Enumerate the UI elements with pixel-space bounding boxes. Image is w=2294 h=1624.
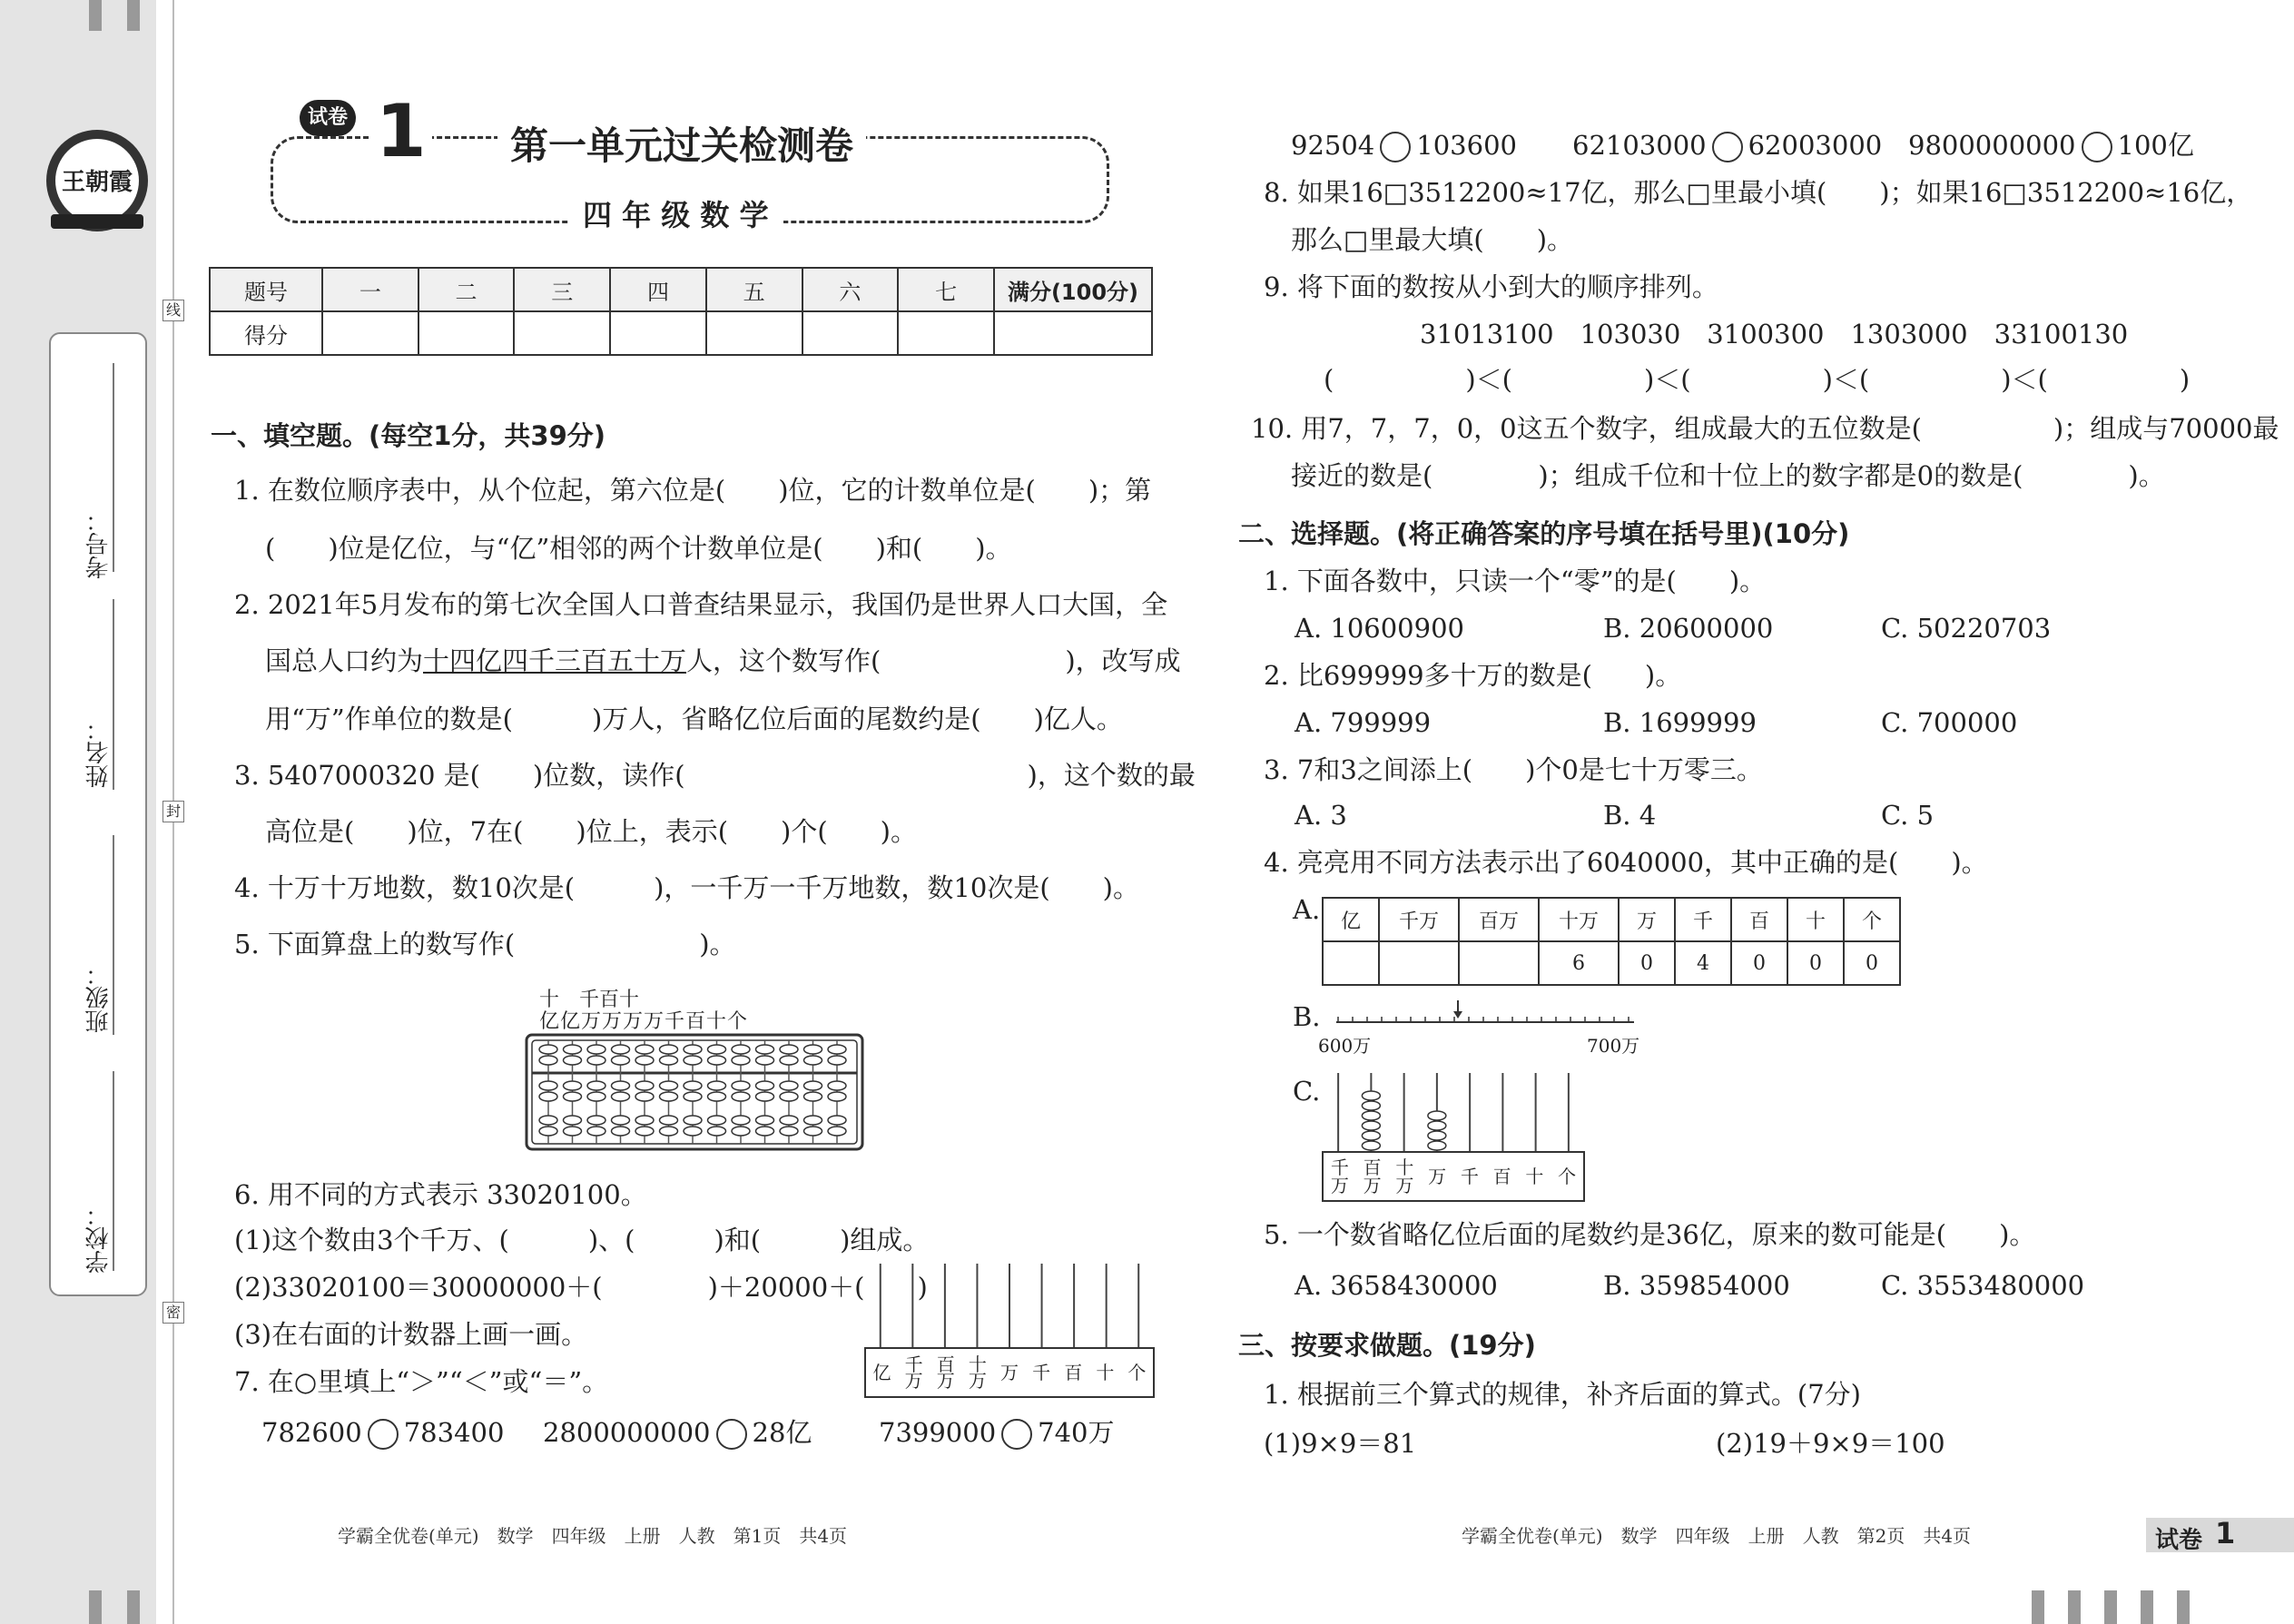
abacus-bead [587, 1045, 605, 1054]
student-info-card [49, 332, 147, 1296]
choice-5: 5. 一个数省略亿位后面的尾数约是36亿，原来的数可能是( )。 [1264, 1219, 2036, 1250]
counter-label: 十 [1096, 1362, 1115, 1383]
abacus-bead [756, 1116, 774, 1125]
pv-head: 百 [1731, 898, 1787, 941]
counter-label: 十万 [968, 1353, 987, 1392]
pv-value: 0 [1731, 941, 1787, 985]
abacus-bead [539, 1045, 557, 1054]
score-cell[interactable] [418, 311, 515, 355]
question-6-1: (1)这个数由3个千万、( )、( )和( )组成。 [234, 1225, 930, 1255]
score-cell[interactable] [802, 311, 899, 355]
score-header-cell: 七 [898, 268, 994, 311]
number-line [1334, 999, 1643, 1026]
abacus-bead [684, 1056, 702, 1065]
abacus-bead [732, 1045, 750, 1054]
score-header-cell: 题号 [210, 268, 322, 311]
abacus-bead [612, 1092, 630, 1101]
abacus-bead [684, 1127, 702, 1136]
counter-c-label-row [1322, 1151, 1585, 1202]
score-header-cell: 二 [418, 268, 515, 311]
abacus-bead [708, 1092, 726, 1101]
counter-c-bead [1362, 1101, 1380, 1110]
r-cmp-1-a: 92504 [1291, 130, 1375, 161]
choice-2: 2. 比699999多十万的数是( )。 [1264, 660, 1682, 691]
abacus-bead [612, 1081, 630, 1090]
abacus-bead [564, 1056, 582, 1065]
counter-c-label: 个 [1558, 1166, 1577, 1187]
place-value-table [1322, 897, 1901, 986]
score-cell[interactable] [898, 311, 994, 355]
q7-compare-1 [261, 1416, 504, 1450]
abacus-bead [732, 1056, 750, 1065]
class-line[interactable] [113, 835, 114, 1035]
abacus-bead [564, 1092, 582, 1101]
score-cell[interactable] [706, 311, 802, 355]
abacus-bead [756, 1045, 774, 1054]
question-4: 4. 十万十万地数，数10次是( )，一千万一千万地数，数10次是( )。 [234, 872, 1139, 903]
abacus-bead [612, 1056, 630, 1065]
choice-5-opt-a[interactable]: A. 3658430000 [1295, 1270, 1498, 1301]
pv-value [1323, 941, 1379, 985]
pv-value: 6 [1539, 941, 1619, 985]
counter[interactable] [864, 1262, 1155, 1400]
abacus-bead [732, 1127, 750, 1136]
abacus-bead [564, 1045, 582, 1054]
counter-c-label: 千万 [1330, 1156, 1349, 1196]
footer-right: 学霸全优卷(单元) 数学 四年级 上册 人教 第2页 共4页 [1462, 1525, 1972, 1547]
number-line-drawing [1334, 999, 1643, 1026]
pv-head: 个 [1844, 898, 1900, 941]
abacus-bead [708, 1127, 726, 1136]
pv-value: 0 [1787, 941, 1844, 985]
abacus-bead [828, 1081, 846, 1090]
q2-text-pre: 国总人口约为 [265, 645, 424, 676]
r-cmp-3-a: 9800000000 [1908, 130, 2076, 161]
abacus-bead [660, 1081, 678, 1090]
counter-c-label: 千 [1460, 1166, 1479, 1187]
abacus-bead [708, 1056, 726, 1065]
pv-value: 4 [1675, 941, 1731, 985]
pv-head: 万 [1619, 898, 1675, 941]
choice-2-opt-a[interactable]: A. 799999 [1295, 707, 1432, 738]
question-2-line-3: 用“万”作单位的数是( )万人，省略亿位后面的尾数约是( )亿人。 [265, 704, 1123, 734]
counter-c-label: 百 [1492, 1166, 1511, 1187]
counter-c-bead [1362, 1111, 1380, 1120]
counter-c-bead [1362, 1141, 1380, 1150]
pv-head: 十万 [1539, 898, 1619, 941]
choice-1-opt-c[interactable]: C. 50220703 [1881, 613, 2052, 644]
subject-subtitle: 四 年 级 数 学 [568, 192, 783, 234]
choice-1-opt-b[interactable]: B. 20600000 [1603, 613, 1774, 644]
abacus-bead [660, 1045, 678, 1054]
r-cmp-3-b: 100亿 [2117, 130, 2194, 161]
counter-c-bead [1428, 1131, 1446, 1140]
counter-label: 个 [1127, 1362, 1147, 1383]
r-compare-3 [1908, 129, 2194, 162]
abacus-bead [539, 1127, 557, 1136]
score-header-cell: 六 [802, 268, 899, 311]
choice-4-opt-c-label[interactable]: C. [1293, 1076, 1321, 1107]
abacus-bead [587, 1092, 605, 1101]
abacus-bead [708, 1081, 726, 1090]
abacus-bead [684, 1116, 702, 1125]
abacus-bead [780, 1081, 798, 1090]
abacus-bead [635, 1056, 654, 1065]
task-1-formula-1: (1)9×9＝81 [1264, 1428, 1417, 1459]
q7-3-a: 7399000 [879, 1417, 997, 1448]
score-header-cell: 五 [706, 268, 802, 311]
abacus-bead [804, 1056, 822, 1065]
question-1-line-1: 1. 在数位顺序表中，从个位起，第六位是( )位，它的计数单位是( )；第 [234, 475, 1152, 506]
counter-c-bead [1362, 1121, 1380, 1130]
crop-mark [2177, 1590, 2190, 1624]
abacus-bead [635, 1092, 654, 1101]
abacus-bead [732, 1116, 750, 1125]
score-row-label: 得分 [210, 311, 322, 355]
pv-value: 0 [1619, 941, 1675, 985]
corner-number: 1 [2215, 1516, 2236, 1550]
counter-label: 千 [1032, 1362, 1051, 1383]
pv-head: 千万 [1379, 898, 1459, 941]
score-cell[interactable] [994, 311, 1152, 355]
abacus-bead [587, 1081, 605, 1090]
publisher-logo [44, 127, 151, 234]
abacus-bead [804, 1127, 822, 1136]
score-header-cell: 四 [610, 268, 706, 311]
q2-underlined: 十四亿四千三百五十万 [423, 645, 687, 676]
question-8-line-2: 那么□里最大填( )。 [1291, 224, 1574, 255]
abacus-bead [756, 1127, 774, 1136]
question-6-2: (2)33020100＝30000000＋( )＋20000＋( ) [234, 1272, 928, 1303]
abacus-bead [684, 1045, 702, 1054]
exam-badge: 试卷 [300, 100, 356, 136]
abacus-bead [684, 1081, 702, 1090]
class-label: 班级： [85, 962, 113, 1033]
question-9-blanks: ( )＜( )＜( )＜( )＜( ) [1324, 364, 2191, 395]
exam-number: 1 [370, 91, 432, 172]
abacus-bead [708, 1116, 726, 1125]
q7-1-a: 782600 [261, 1417, 362, 1448]
abacus-bead [539, 1092, 557, 1101]
section-1-title: 一、填空题。(每空1分，共39分) [211, 420, 606, 451]
question-6-3: (3)在右面的计数器上画一画。 [234, 1319, 588, 1350]
q2-text-post: 人，这个数写作( )，改写成 [686, 645, 1181, 676]
abacus-bead [756, 1056, 774, 1065]
crop-mark [127, 1590, 140, 1624]
question-9: 9. 将下面的数按从小到大的顺序排列。 [1264, 271, 1718, 302]
question-9-numbers: 31013100 103030 3100300 1303000 33100130 [1420, 319, 2129, 349]
question-3-line-2: 高位是( )位，7在( )位上，表示( )个( )。 [265, 816, 917, 847]
compare-circle[interactable] [1380, 132, 1411, 162]
abacus-top-labels: 十 千百十 [539, 989, 640, 1011]
counter-label: 万 [999, 1362, 1019, 1383]
crop-mark [2141, 1590, 2153, 1624]
q7-3-b: 740万 [1038, 1417, 1115, 1448]
pv-value [1459, 941, 1539, 985]
abacus-labels: 亿亿万万万万千百十个 [539, 1010, 749, 1033]
score-header-cell: 一 [322, 268, 418, 311]
crop-mark [127, 0, 140, 31]
pv-head: 百万 [1459, 898, 1539, 941]
choice-1-opt-a[interactable]: A. 10600900 [1295, 613, 1464, 644]
abacus-bead [804, 1045, 822, 1054]
abacus-bead [564, 1081, 582, 1090]
r-compare-2 [1572, 129, 1882, 162]
abacus-bead [780, 1045, 798, 1054]
compare-circle[interactable] [368, 1419, 399, 1450]
choice-3-opt-c[interactable]: C. 5 [1881, 800, 1935, 831]
r-compare-1 [1291, 129, 1517, 162]
score-header-cell: 满分(100分) [994, 268, 1152, 311]
binding-mark-mi: 密 [162, 1302, 184, 1324]
pv-value: 0 [1844, 941, 1900, 985]
abacus-bead [587, 1056, 605, 1065]
abacus-bead [660, 1116, 678, 1125]
abacus-bead [828, 1092, 846, 1101]
footer-left: 学霸全优卷(单元) 数学 四年级 上册 人教 第1页 共4页 [338, 1525, 848, 1547]
choice-4-opt-b-label[interactable]: B. [1293, 1001, 1321, 1032]
counter-label: 百万 [936, 1353, 955, 1392]
q7-1-b: 783400 [403, 1417, 505, 1448]
pv-head: 千 [1675, 898, 1731, 941]
abacus-bead [780, 1116, 798, 1125]
counter-label: 百 [1064, 1362, 1083, 1383]
abacus-bead [684, 1092, 702, 1101]
counter-label: 千万 [904, 1353, 923, 1392]
task-1-formula-2: (2)19＋9×9＝100 [1716, 1428, 1945, 1459]
abacus-drawing [525, 1033, 864, 1151]
school-line[interactable] [113, 1071, 114, 1271]
abacus-bead [539, 1081, 557, 1090]
abacus-bead [804, 1081, 822, 1090]
choice-1: 1. 下面各数中，只读一个“零”的是( )。 [1264, 566, 1767, 596]
counter-c [1322, 1071, 1585, 1202]
pv-head: 亿 [1323, 898, 1379, 941]
counter-c-label: 百万 [1363, 1156, 1382, 1196]
q7-compare-2 [543, 1416, 812, 1450]
question-8-line-1: 8. 如果16□3512200≈17亿，那么□里最小填( )；如果16□3512200≈16亿， [1264, 177, 2253, 208]
pv-value [1379, 941, 1459, 985]
compare-circle[interactable] [716, 1419, 747, 1450]
counter-label-row [864, 1347, 1155, 1398]
crop-mark [89, 1590, 102, 1624]
compare-circle[interactable] [1001, 1419, 1032, 1450]
abacus-bead [612, 1045, 630, 1054]
compare-circle[interactable] [2082, 132, 2112, 162]
abacus-bead [635, 1081, 654, 1090]
abacus-bead [756, 1092, 774, 1101]
question-2-line-1: 2. 2021年5月发布的第七次全国人口普查结果显示，我国仍是世界人口大国，全 [234, 589, 1168, 620]
section-2-title: 二、选择题。(将正确答案的序号填在括号里)(10分) [1238, 518, 1850, 549]
abacus-bead [828, 1056, 846, 1065]
number-line-right-label: 700万 [1587, 1035, 1640, 1057]
choice-4-opt-a-label[interactable]: A. [1293, 894, 1321, 925]
counter-c-label: 十万 [1395, 1156, 1414, 1196]
abacus-bead [539, 1056, 557, 1065]
abacus-bead [780, 1092, 798, 1101]
name-label: 姓名： [85, 717, 113, 788]
abacus-bead [756, 1081, 774, 1090]
exam-number-line[interactable] [113, 363, 114, 572]
r-cmp-2-b: 62003000 [1748, 130, 1883, 161]
choice-5-opt-b[interactable]: B. 359854000 [1603, 1270, 1790, 1301]
question-7: 7. 在○里填上“＞”“＜”或“＝”。 [234, 1366, 609, 1397]
binding-mark-xian: 线 [162, 300, 184, 321]
score-header-cell: 三 [514, 268, 610, 311]
abacus-bead [539, 1116, 557, 1125]
crop-mark [2032, 1590, 2044, 1624]
abacus-bead [780, 1056, 798, 1065]
q7-2-a: 2800000000 [543, 1417, 711, 1448]
counter-c-bead [1362, 1091, 1380, 1100]
question-1-line-2: ( )位是亿位，与“亿”相邻的两个计数单位是( )和( )。 [265, 533, 1012, 564]
abacus-bead [660, 1092, 678, 1101]
school-label: 学校： [85, 1203, 113, 1274]
counter-c-bead [1428, 1111, 1446, 1120]
choice-3-opt-b[interactable]: B. 4 [1603, 800, 1657, 831]
question-2-line-2 [265, 645, 1181, 677]
r-cmp-1-b: 103600 [1416, 130, 1517, 161]
number-line-left-label: 600万 [1318, 1035, 1372, 1057]
abacus-bead [612, 1116, 630, 1125]
abacus-bead [635, 1045, 654, 1054]
choice-2-opt-b[interactable]: B. 1699999 [1603, 707, 1757, 738]
abacus-bead [732, 1081, 750, 1090]
question-10-line-1: 10. 用7，7，7，0，0这五个数字，组成最大的五位数是( )；组成与70000最 [1251, 413, 2279, 444]
abacus-bead [660, 1056, 678, 1065]
r-cmp-2-a: 62103000 [1572, 130, 1707, 161]
q7-2-b: 28亿 [752, 1417, 812, 1448]
abacus-bead [780, 1127, 798, 1136]
binding-mark-feng: 封 [162, 801, 184, 822]
abacus-bead [635, 1116, 654, 1125]
section-3-title: 三、按要求做题。(19分) [1238, 1330, 1536, 1361]
abacus-bead [732, 1092, 750, 1101]
choice-5-opt-c[interactable]: C. 3553480000 [1881, 1270, 2085, 1301]
question-10-line-2: 接近的数是( )；组成千位和十位上的数字都是0的数是( )。 [1291, 460, 2165, 491]
score-cell[interactable] [322, 311, 418, 355]
abacus-bead [804, 1116, 822, 1125]
counter-c-bead [1428, 1141, 1446, 1150]
abacus-bead [587, 1116, 605, 1125]
page-title: 第一单元过关检测卷 [497, 116, 866, 171]
q7-compare-3 [879, 1416, 1115, 1450]
choice-2-opt-c[interactable]: C. 700000 [1881, 707, 2018, 738]
score-table [209, 267, 1153, 356]
counter-c-bead [1362, 1131, 1380, 1140]
task-1: 1. 根据前三个算式的规律，补齐后面的算式。(7分) [1264, 1379, 1861, 1410]
exam-number-label: 考号： [85, 508, 113, 579]
score-cell[interactable] [610, 311, 706, 355]
abacus-bead [564, 1116, 582, 1125]
abacus-bead [708, 1045, 726, 1054]
counter-label: 亿 [872, 1362, 891, 1383]
crop-mark [89, 0, 102, 31]
abacus-bead [828, 1127, 846, 1136]
pv-head: 十 [1787, 898, 1844, 941]
compare-circle[interactable] [1712, 132, 1743, 162]
corner-label: 试卷 [2155, 1527, 2203, 1554]
choice-4: 4. 亮亮用不同方法表示出了6040000，其中正确的是( )。 [1264, 847, 1988, 878]
abacus-bead [804, 1092, 822, 1101]
abacus-bead [828, 1116, 846, 1125]
logo-text: 王朝霞 [61, 169, 133, 196]
abacus-bead [612, 1127, 630, 1136]
name-line[interactable] [113, 599, 114, 790]
choice-3: 3. 7和3之间添上( )个0是七十万零三。 [1264, 754, 1763, 785]
abacus-bead [564, 1127, 582, 1136]
counter-c-label: 十 [1525, 1166, 1544, 1187]
score-cell[interactable] [514, 311, 610, 355]
crop-mark [2104, 1590, 2117, 1624]
abacus-bead [587, 1127, 605, 1136]
counter-c-label: 万 [1428, 1166, 1447, 1187]
choice-3-opt-a[interactable]: A. 3 [1295, 800, 1347, 831]
abacus-bead [660, 1127, 678, 1136]
abacus-bead [828, 1045, 846, 1054]
counter-c-bead [1428, 1121, 1446, 1130]
crop-mark [2068, 1590, 2081, 1624]
question-6: 6. 用不同的方式表示 33020100。 [234, 1179, 647, 1210]
abacus [525, 1033, 864, 1151]
question-3-line-1: 3. 5407000320 是( )位数，读作( )，这个数的最 [234, 760, 1196, 791]
question-5: 5. 下面算盘上的数写作( )。 [234, 929, 736, 960]
abacus-bead [635, 1127, 654, 1136]
